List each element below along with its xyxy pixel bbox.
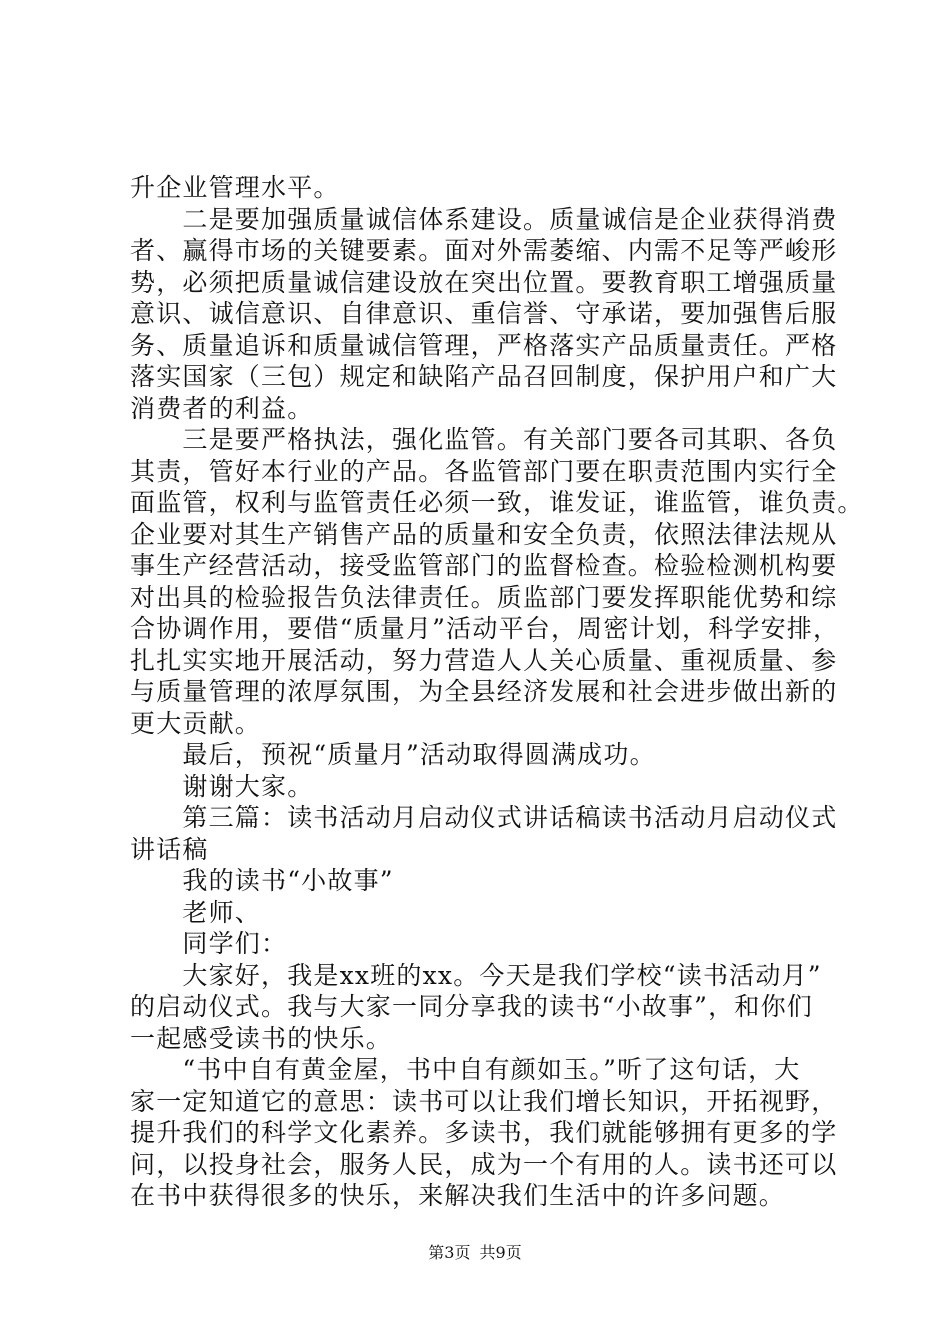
text-line: 企业要对其生产销售产品的质量和安全负责，依照法律法规从	[130, 519, 838, 549]
text-line: 面监管，权利与监管责任必须一致，谁发证，谁监管，谁负责。	[130, 488, 864, 517]
text-line: 三是要严格执法，强化监管。有关部门要各司其职、各负	[130, 425, 838, 454]
text-line: 务、质量追诉和质量诚信管理，严格落实产品质量责任。严格	[130, 330, 838, 360]
text-line: 讲话稿	[130, 834, 209, 864]
text-line: 合协调作用，要借“质量月”活动平台，周密计划，科学安排，	[130, 614, 840, 643]
text-line: “书中自有黄金屋，书中自有颜如玉。”听了这句话，大	[130, 1055, 801, 1084]
text-line: 者、赢得市场的关键要素。面对外需萎缩、内需不足等严峻形	[130, 236, 838, 265]
text-line: 提升我们的科学文化素养。多读书，我们就能够拥有更多的学	[130, 1118, 838, 1147]
text-line: 大家好，我是xx班的xx。今天是我们学校“读书活动月”	[130, 960, 822, 990]
page-number: 第3页	[428, 1243, 471, 1262]
text-line: 最后，预祝“质量月”活动取得圆满成功。	[130, 740, 656, 769]
page-total: 共9页	[479, 1243, 522, 1262]
text-line: 对出具的检验报告负法律责任。质监部门要发挥职能优势和综	[130, 582, 838, 612]
text-line: 势，必须把质量诚信建设放在突出位置。要教育职工增强质量	[130, 267, 838, 297]
text-line: 事生产经营活动，接受监管部门的监督检查。检验检测机构要	[130, 551, 838, 580]
text-line: 一起感受读书的快乐。	[130, 1023, 393, 1053]
text-line: 更大贡献。	[130, 708, 262, 738]
text-line: 意识、诚信意识、自律意识、重信誉、守承诺，要加强售后服	[130, 299, 838, 328]
body-text	[130, 172, 864, 1212]
text-line: 问，以投身社会，服务人民，成为一个有用的人。读书还可以	[130, 1149, 838, 1179]
text-line: 在书中获得很多的快乐，来解决我们生活中的许多问题。	[130, 1181, 786, 1210]
text-line: 的启动仪式。我与大家一同分享我的读书“小故事”，和你们	[130, 992, 813, 1021]
text-line: 谢谢大家。	[130, 771, 314, 801]
page-footer	[0, 1240, 950, 1263]
text-line: 落实国家（三包）规定和缺陷产品召回制度，保护用户和广大	[130, 362, 838, 391]
text-line: 二是要加强质量诚信体系建设。质量诚信是企业获得消费	[130, 204, 838, 234]
text-line: 老师、	[130, 897, 262, 927]
text-line: 同学们：	[130, 929, 288, 958]
text-line: 其责，管好本行业的产品。各监管部门要在职责范围内实行全	[130, 456, 838, 486]
text-line: 扎扎实实地开展活动，努力营造人人关心质量、重视质量、参	[130, 645, 838, 675]
text-line: 第三篇：读书活动月启动仪式讲话稿读书活动月启动仪式	[130, 803, 838, 832]
text-line: 家一定知道它的意思：读书可以让我们增长知识，开拓视野，	[130, 1086, 838, 1116]
text-line: 升企业管理水平。	[130, 173, 340, 202]
text-line: 与质量管理的浓厚氛围，为全县经济发展和社会进步做出新的	[130, 677, 838, 706]
text-line: 我的读书“小故事”	[130, 866, 394, 895]
text-line: 消费者的利益。	[130, 393, 314, 423]
